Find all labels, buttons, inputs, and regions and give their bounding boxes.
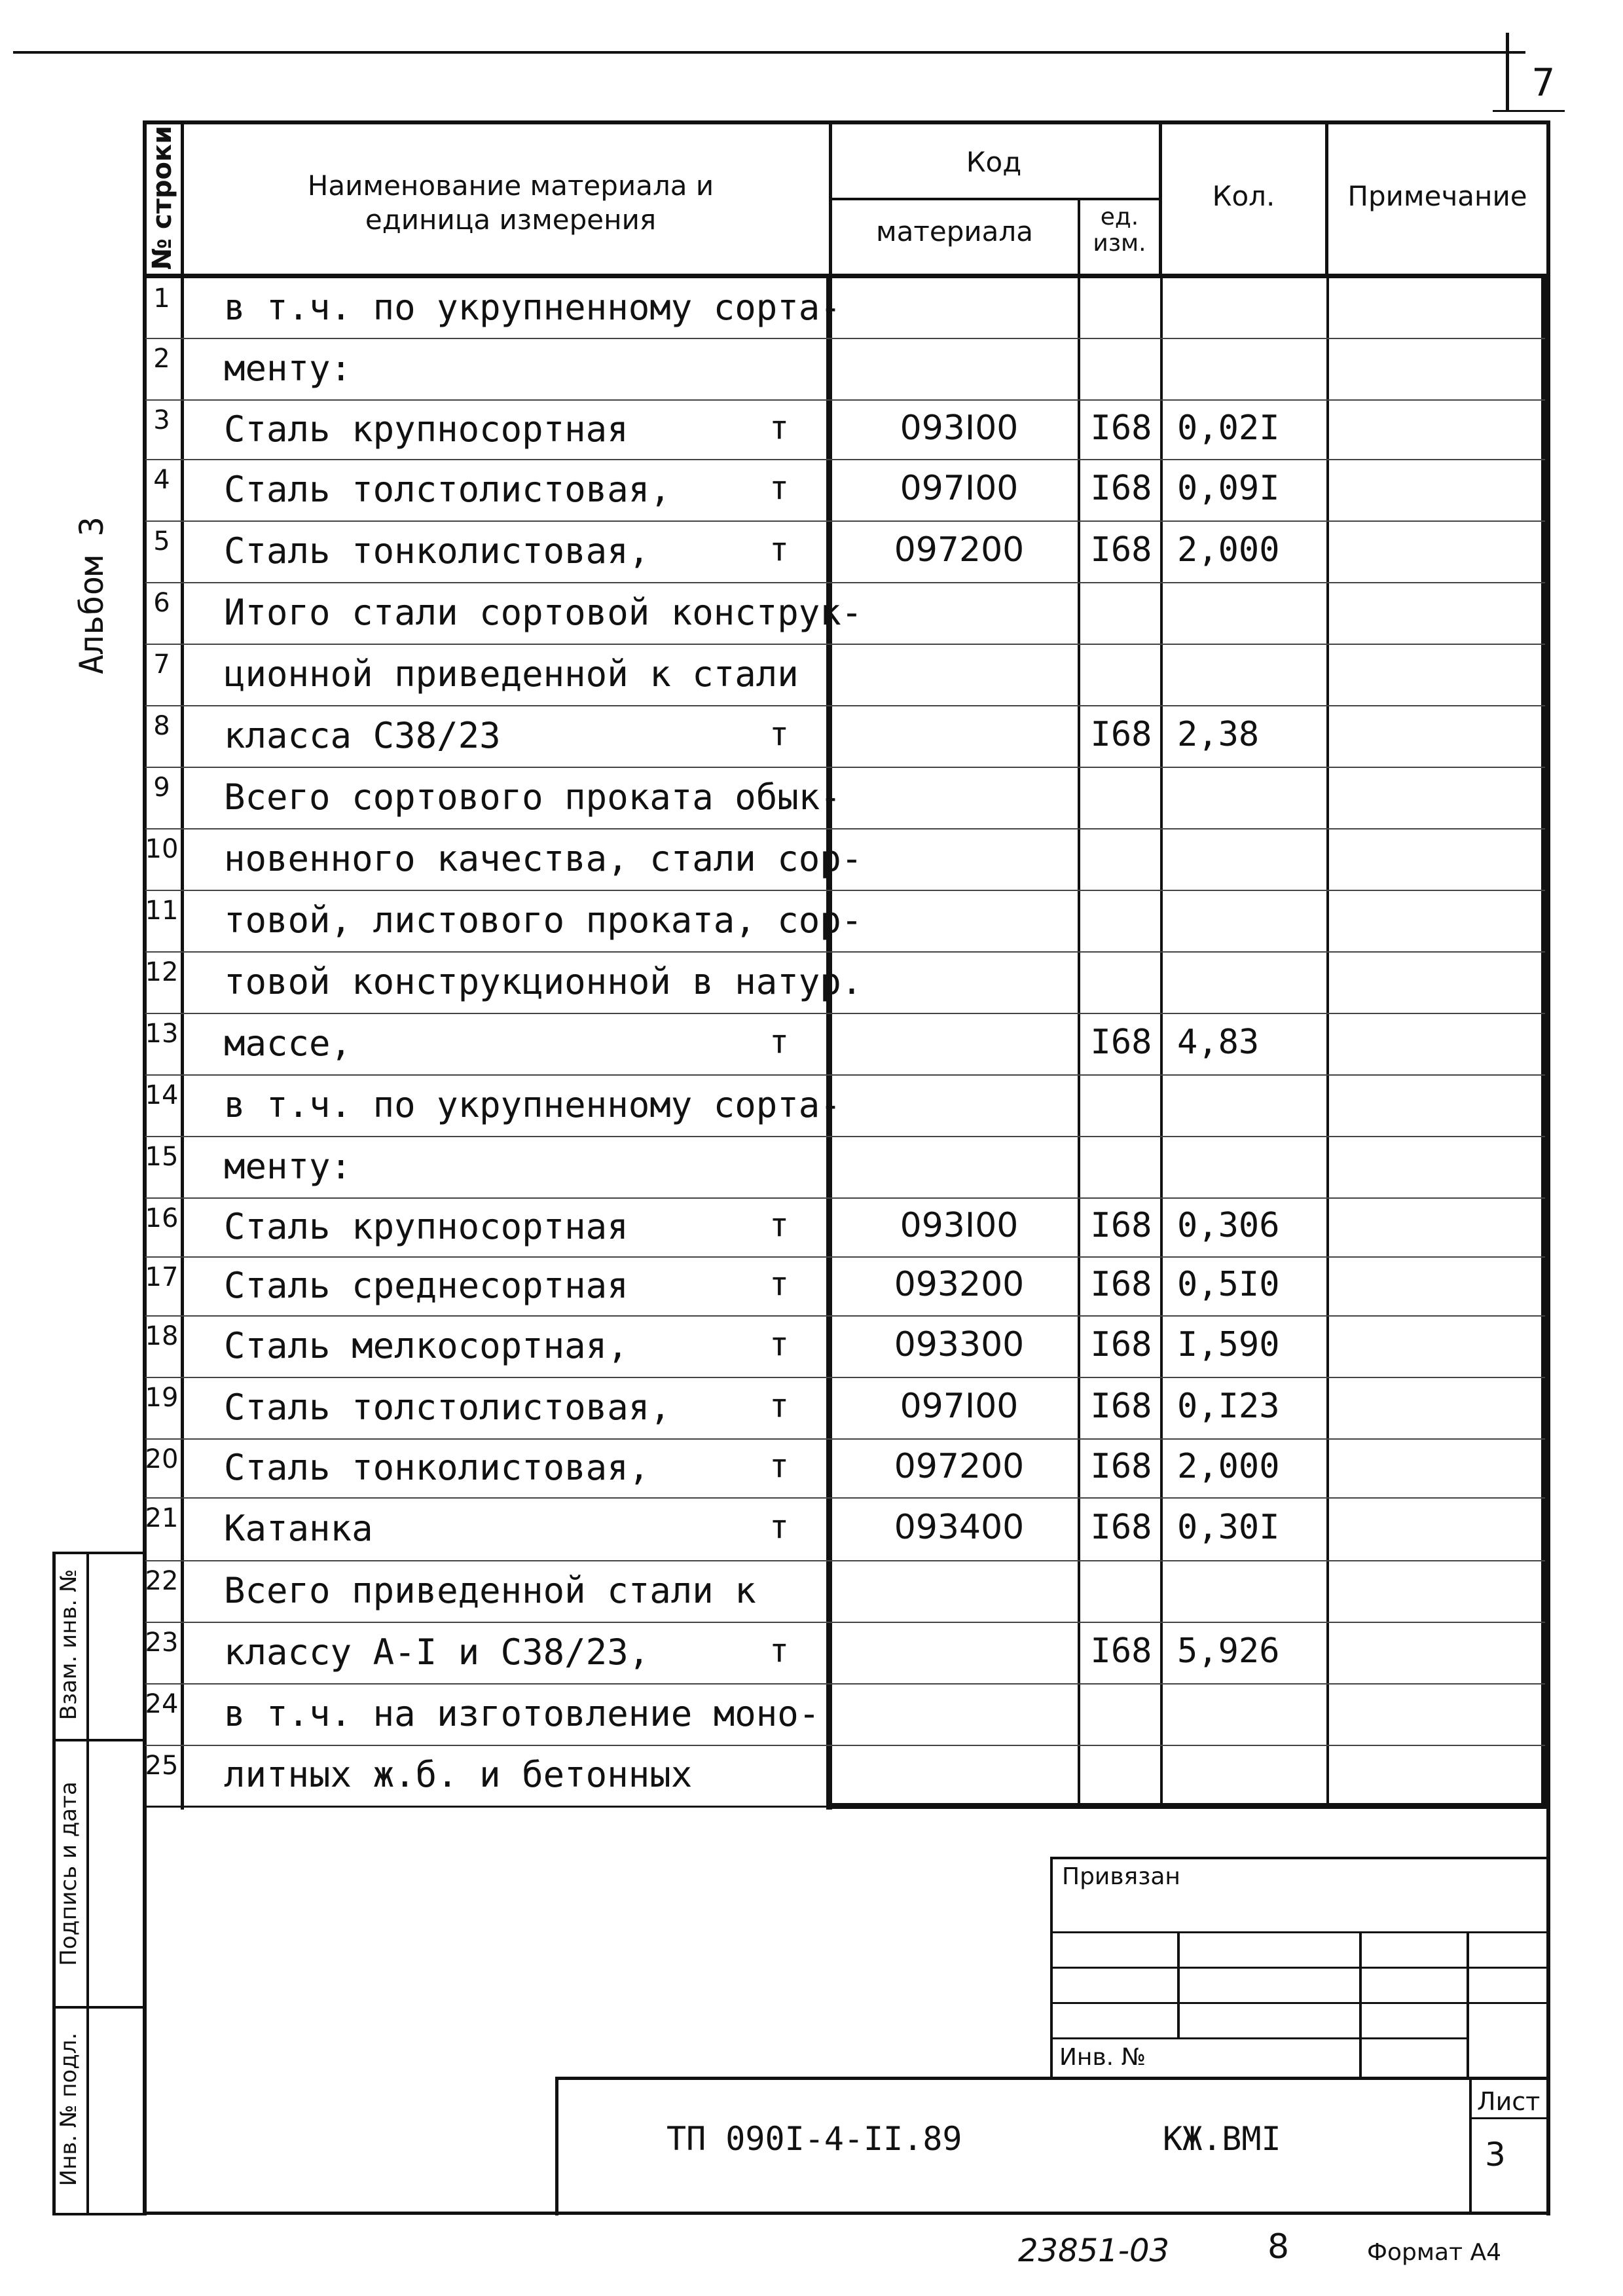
bind-col-1 — [1177, 1931, 1180, 2039]
row-unit: т — [769, 1631, 790, 1669]
row-unit: т — [769, 469, 790, 507]
row-separator — [145, 459, 1545, 460]
bind-col-2 — [1359, 1931, 1362, 2079]
row-name: Итого стали сортовой конструк- — [224, 592, 863, 633]
row-separator — [145, 1136, 1545, 1137]
row-quantity: 2,000 — [1177, 530, 1280, 570]
row-unit: т — [769, 1265, 790, 1303]
row-name: в т.ч. на изготовление моно- — [224, 1693, 820, 1734]
row-separator — [145, 828, 1545, 829]
row-number: 5 — [153, 526, 170, 556]
row-material-code: 093I00 — [900, 1206, 1019, 1245]
row-number: 16 — [145, 1203, 179, 1233]
row-unit: т — [769, 1447, 790, 1485]
row-name: классу А-I и С38/23, — [224, 1631, 650, 1673]
header-bottom-border — [143, 274, 1550, 278]
sheet-label: Лист — [1477, 2087, 1541, 2116]
header-unit-code: ед. изм. — [1093, 204, 1146, 257]
row-separator — [145, 1074, 1545, 1076]
row-name: в т.ч. по укрупненному сорта- — [224, 287, 841, 328]
footer-page: 8 — [1267, 2227, 1290, 2267]
row-quantity: 2,38 — [1177, 715, 1260, 754]
table-top-border — [143, 120, 1550, 124]
row-separator — [145, 1438, 1545, 1440]
row-name: ционной приведенной к стали — [224, 653, 799, 695]
row-quantity: I,590 — [1177, 1325, 1280, 1364]
row-material-code: 093I00 — [900, 409, 1019, 448]
sheet-col-left — [1469, 2077, 1472, 2214]
row-separator — [145, 1256, 1545, 1258]
bind-top — [1050, 1857, 1550, 1859]
row-separator — [145, 399, 1545, 401]
row-unit: т — [769, 1325, 790, 1363]
row-material-code: 097I00 — [900, 1387, 1019, 1426]
row-unit: т — [769, 530, 790, 568]
doc-mark: КЖ.ВМI — [1163, 2120, 1281, 2158]
body-note-col-left — [1326, 274, 1329, 1806]
body-right-bold — [1541, 274, 1548, 1809]
row-material-code: 093300 — [894, 1325, 1025, 1364]
row-unit: т — [769, 1206, 790, 1244]
album-label: Альбом 3 — [73, 517, 111, 674]
row-number: 21 — [145, 1503, 179, 1533]
row-name: литных ж.б. и бетонных — [224, 1754, 693, 1795]
row-name: Сталь тонколистовая, — [224, 530, 650, 572]
bind-row-4 — [1050, 2037, 1469, 2039]
row-separator — [145, 582, 1545, 583]
row-quantity: 0,5I0 — [1177, 1265, 1280, 1304]
row-separator — [145, 1013, 1545, 1014]
row-quantity: 5,926 — [1177, 1631, 1280, 1671]
sheet-number: 3 — [1485, 2136, 1506, 2174]
row-separator — [145, 705, 1545, 706]
row-name: Сталь крупносортная — [224, 1206, 629, 1247]
row-name: в т.ч. по укрупненному сорта- — [224, 1084, 841, 1125]
bind-row-1 — [1050, 1931, 1550, 1933]
body-thin-bottom — [143, 1806, 830, 1808]
row-unit-code: I68 — [1090, 1508, 1152, 1547]
header-quantity: Кол. — [1212, 180, 1275, 212]
row-name: Сталь толстолистовая, — [224, 1387, 671, 1428]
title-left — [555, 2077, 558, 2215]
title-bottom — [143, 2212, 1550, 2215]
row-number: 1 — [153, 283, 170, 314]
row-quantity: 0,30I — [1177, 1508, 1280, 1547]
row-name: Всего сортового проката обык- — [224, 776, 841, 818]
stamp-vzam: Взам. инв. № — [56, 1569, 82, 1721]
sheet-label-line — [1469, 2117, 1550, 2119]
row-name: менту: — [224, 1146, 352, 1187]
row-material-code: 093200 — [894, 1265, 1025, 1304]
row-number: 19 — [145, 1383, 179, 1413]
bind-inv-no: Инв. № — [1059, 2044, 1146, 2071]
row-separator — [145, 1197, 1545, 1199]
page-number-underline — [1493, 110, 1565, 112]
row-separator — [145, 1622, 1545, 1623]
row-number: 6 — [153, 588, 170, 618]
row-unit-code: I68 — [1090, 1206, 1152, 1245]
row-separator — [145, 951, 1545, 953]
row-quantity: 0,306 — [1177, 1206, 1280, 1245]
code-subheader-line — [829, 198, 1159, 200]
row-quantity: 2,000 — [1177, 1447, 1280, 1486]
row-number: 22 — [145, 1566, 179, 1596]
stamp-outer-top — [52, 1552, 144, 1554]
row-name: товой, листового проката, сор- — [224, 900, 863, 941]
row-separator — [145, 890, 1545, 891]
archive-number: 23851-03 — [1018, 2232, 1170, 2269]
row-unit-code: I68 — [1090, 1447, 1152, 1486]
row-name: Сталь крупносортная — [224, 409, 629, 450]
row-material-code: 093400 — [894, 1508, 1025, 1547]
body-bottom-border — [826, 1803, 1550, 1809]
row-unit-code: I68 — [1090, 1023, 1152, 1062]
row-unit-code: I68 — [1090, 469, 1152, 508]
row-number: 4 — [153, 465, 170, 495]
row-unit-code: I68 — [1090, 1387, 1152, 1426]
row-quantity: 0,02I — [1177, 409, 1280, 448]
row-name: массе, — [224, 1023, 352, 1064]
row-separator — [145, 1683, 1545, 1685]
row-unit-code: I68 — [1090, 1265, 1152, 1304]
row-separator — [145, 767, 1545, 768]
row-separator — [145, 520, 1545, 522]
row-name: класса С38/23 — [224, 715, 501, 756]
stamp-inner-divider — [86, 1552, 89, 2215]
row-name: Сталь среднесортная — [224, 1265, 629, 1306]
row-name: менту: — [224, 348, 352, 389]
bind-col-3 — [1467, 1931, 1469, 2079]
row-number: 3 — [153, 405, 170, 435]
row-unit: т — [769, 1387, 790, 1425]
row-unit: т — [769, 715, 790, 753]
stamp-podpis: Подпись и дата — [56, 1781, 82, 1966]
row-unit-code: I68 — [1090, 1325, 1152, 1364]
row-number: 18 — [145, 1321, 179, 1351]
header-material: материала — [875, 215, 1033, 247]
row-number: 20 — [145, 1444, 179, 1474]
row-unit: т — [769, 409, 790, 446]
row-material-code: 097200 — [894, 1447, 1025, 1486]
row-quantity: 4,83 — [1177, 1023, 1260, 1062]
header-name: Наименование материала и единица измерения — [307, 170, 714, 236]
row-separator — [145, 1377, 1545, 1378]
row-separator — [145, 1315, 1545, 1317]
row-number: 17 — [145, 1262, 179, 1292]
row-name: Сталь тонколистовая, — [224, 1447, 650, 1488]
row-material-code: 097I00 — [900, 469, 1019, 508]
row-number: 14 — [145, 1080, 179, 1110]
row-material-code: 097200 — [894, 530, 1025, 570]
row-unit-code: I68 — [1090, 1631, 1152, 1671]
title-top — [555, 2077, 1550, 2080]
doc-code: ТП 090I-4-II.89 — [666, 2120, 962, 2158]
row-number: 10 — [145, 834, 179, 864]
format-label: Формат А4 — [1367, 2239, 1502, 2266]
row-number: 24 — [145, 1689, 179, 1719]
page-number-divider — [1506, 33, 1509, 110]
row-name: товой конструкционной в натур. — [224, 961, 863, 1002]
row-number: 13 — [145, 1019, 179, 1049]
row-name: Сталь толстолистовая, — [224, 469, 671, 510]
header-note: Примечание — [1347, 180, 1527, 212]
row-number: 15 — [145, 1142, 179, 1172]
row-unit-code: I68 — [1090, 530, 1152, 570]
rownum-col-divider — [181, 120, 184, 1810]
row-separator — [145, 338, 1545, 339]
bind-row-2 — [1050, 1967, 1550, 1969]
row-number: 12 — [145, 957, 179, 987]
bind-row-3 — [1050, 2002, 1550, 2004]
row-number: 23 — [145, 1628, 179, 1658]
bind-privyazan: Привязан — [1062, 1863, 1180, 1890]
row-name: новенного качества, стали сор- — [224, 838, 863, 879]
page-number: 7 — [1532, 60, 1555, 105]
row-number: 2 — [153, 344, 170, 374]
row-number: 11 — [145, 896, 179, 926]
header-code: Код — [966, 146, 1022, 178]
stamp-inv-podl: Инв. № подл. — [56, 2032, 82, 2187]
row-number: 7 — [153, 649, 170, 680]
row-unit: т — [769, 1508, 790, 1546]
row-name: Сталь мелкосортная, — [224, 1325, 629, 1366]
header-row-no: № строки — [147, 125, 177, 270]
row-quantity: 0,09I — [1177, 469, 1280, 508]
row-separator — [145, 1745, 1545, 1746]
row-unit: т — [769, 1023, 790, 1061]
row-number: 9 — [153, 773, 170, 803]
row-name: Катанка — [224, 1508, 373, 1549]
row-unit-code: I68 — [1090, 409, 1152, 448]
row-separator — [145, 644, 1545, 645]
stamp-bottom — [52, 2213, 144, 2215]
row-separator — [145, 1497, 1545, 1499]
row-number: 8 — [153, 711, 170, 741]
top-rule — [13, 51, 1525, 54]
row-separator — [145, 1560, 1545, 1561]
stamp-div-1 — [52, 1739, 144, 1741]
row-quantity: 0,I23 — [1177, 1387, 1280, 1426]
row-name: Всего приведенной стали к — [224, 1570, 756, 1611]
row-unit-code: I68 — [1090, 715, 1152, 754]
row-number: 25 — [145, 1751, 179, 1781]
